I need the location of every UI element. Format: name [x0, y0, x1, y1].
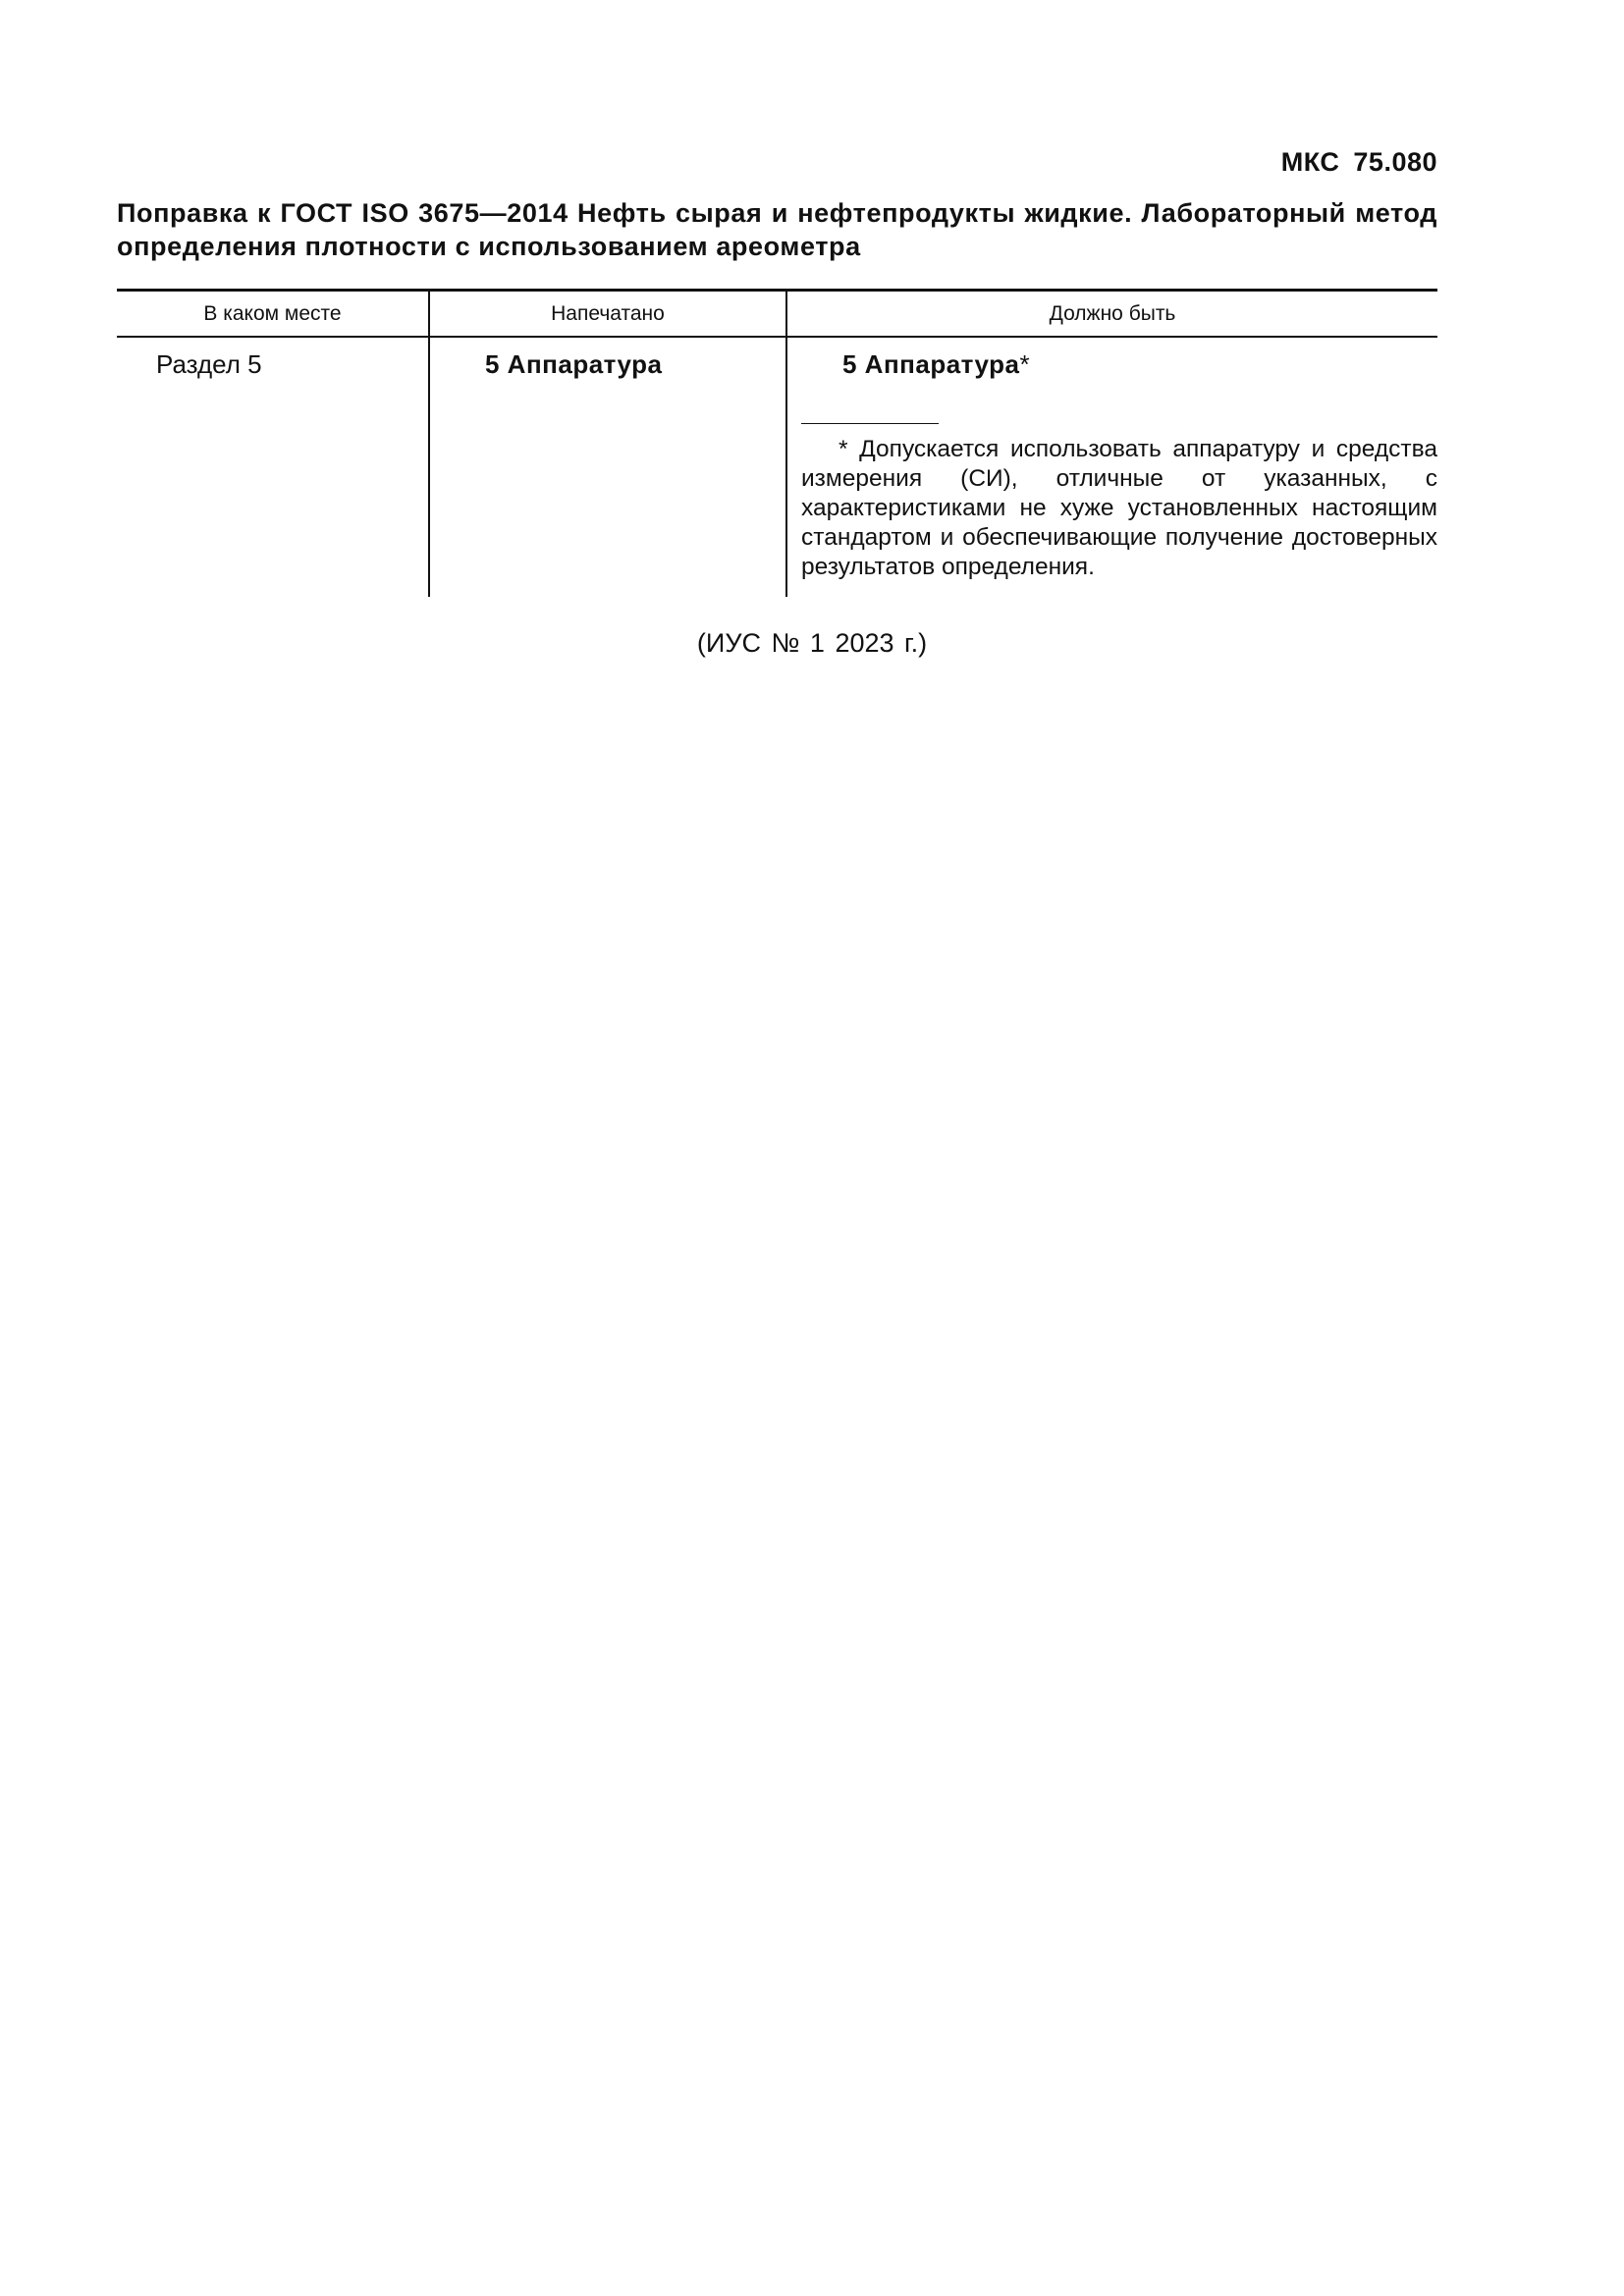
- cell-where: [117, 337, 429, 597]
- footnote-marker: *: [1019, 349, 1030, 379]
- column-header-should-be: Должно быть: [786, 291, 1437, 338]
- source-reference: (ИУС № 1 2023 г.): [696, 628, 928, 658]
- footnote-text: * Допускается использовать аппаратуру и средства измерения (СИ), отличные от указанных, с характеристиками не хуже установленных настоящим стандартом и обеспечивающие получение достоверных результатов определения.: [801, 436, 1437, 580]
- cell-should-be: [786, 337, 1437, 597]
- table-header-row: [117, 291, 1437, 338]
- cell-printed: [429, 337, 786, 597]
- amendment-table: [117, 289, 1437, 597]
- where-text: Раздел 5: [156, 349, 262, 379]
- document-title: Поправка к ГОСТ ISO 3675—2014 Нефть сырая и нефтепродукты жидкие. Лабораторный метод определения плотности с использованием ареометра: [117, 198, 1437, 261]
- classification-code: МКС 75.080: [1280, 147, 1437, 177]
- column-header-printed: Напечатано: [429, 291, 786, 338]
- should-be-heading: 5 Аппаратура: [842, 349, 1020, 379]
- printed-text: 5 Аппаратура: [485, 349, 663, 379]
- table-row: [117, 337, 1437, 597]
- footnote-divider: [801, 423, 939, 424]
- column-header-where: В каком месте: [203, 301, 342, 325]
